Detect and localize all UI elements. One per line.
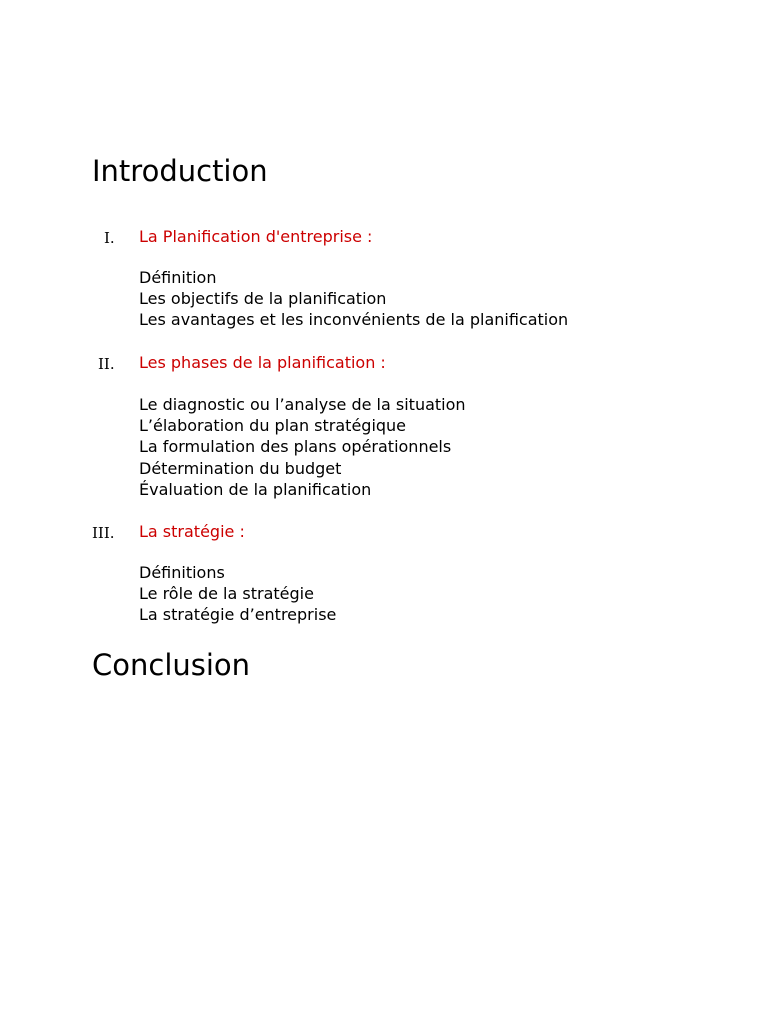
item-text: Définition — [139, 268, 217, 287]
conclusion-heading: Conclusion — [92, 648, 251, 682]
item-text: Le diagnostic ou l’analyse de la situation — [139, 395, 466, 414]
item-text: L’élaboration du plan stratégique — [139, 416, 407, 436]
item-text: Les objectifs de la planification — [139, 289, 387, 309]
section-title: La stratégie : — [139, 522, 245, 541]
section-title: Les phases de la planification : — [139, 353, 386, 372]
section-numeral: II. — [98, 355, 115, 373]
section-numeral: III. — [92, 524, 115, 542]
item-text: Détermination du budget — [139, 458, 342, 478]
item-text: La formulation des plans opérationnels — [139, 437, 452, 457]
item-text: La stratégie d’entreprise — [139, 605, 337, 625]
item-text: Le rôle de la stratégie — [139, 584, 314, 604]
item-text: Définitions — [139, 563, 225, 582]
introduction-heading: Introduction — [92, 154, 268, 188]
section-numeral: I. — [104, 229, 115, 247]
item-text: Les avantages et les inconvénients de la planification — [139, 310, 569, 330]
item-text: Évaluation de la planification — [139, 479, 372, 499]
section-title: La Planification d'entreprise : — [139, 227, 373, 246]
